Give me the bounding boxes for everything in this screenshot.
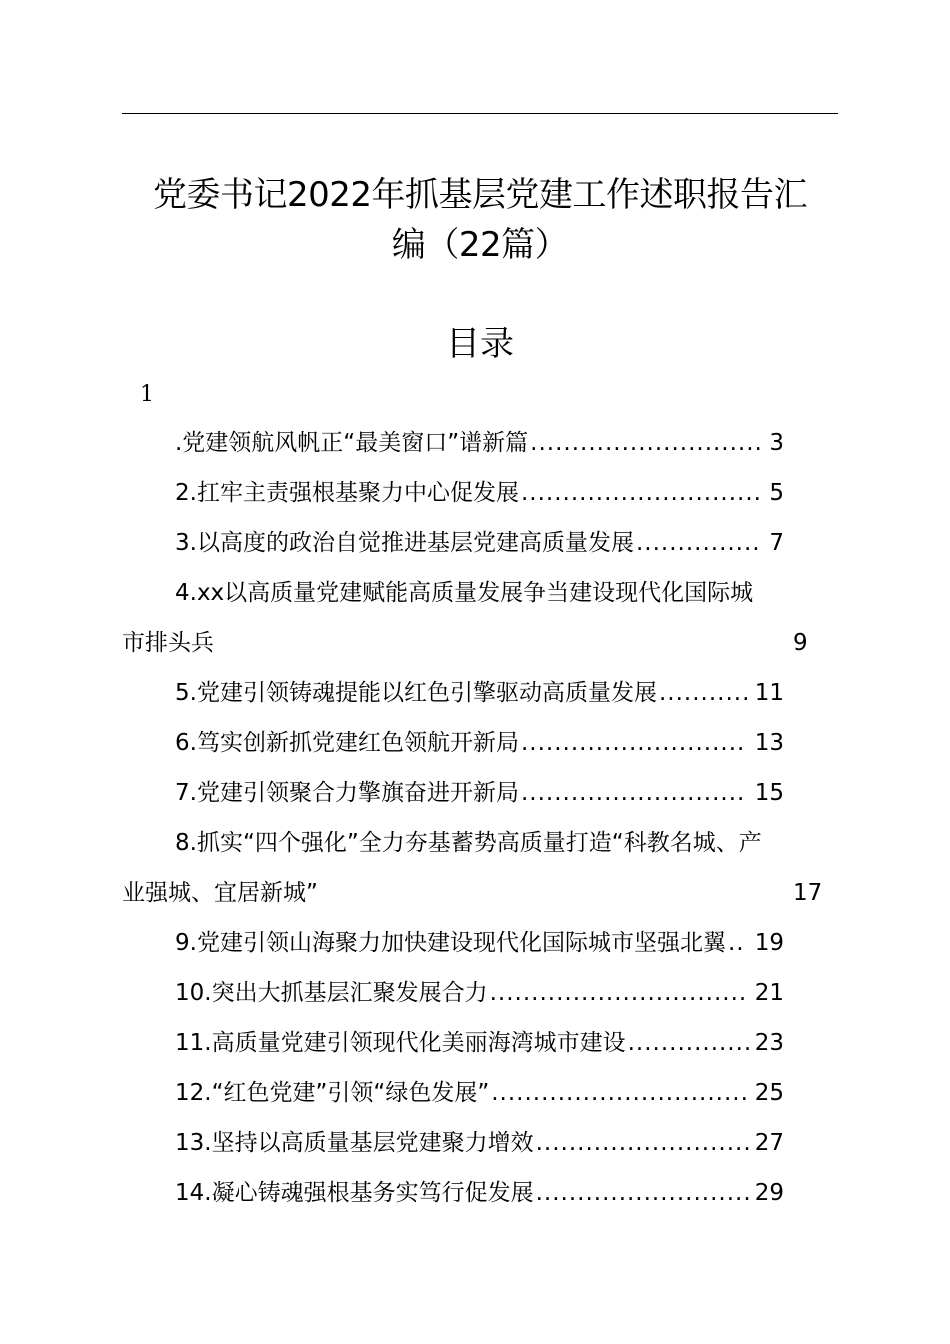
toc-entry-title: 12.“红色党建”引领“绿色发展” xyxy=(175,1080,490,1106)
toc-dot-leader: ............................. xyxy=(520,480,762,506)
toc-dot-leader: ............................... xyxy=(489,980,748,1006)
toc-entry-title: 8.抓实“四个强化”全力夯基蓄势高质量打造“科教名城、产 xyxy=(175,830,762,856)
toc-entry[interactable] xyxy=(122,1118,838,1168)
toc-entry[interactable] xyxy=(122,918,838,968)
document-title-line-2: 编（22篇） xyxy=(391,225,569,265)
toc-entry-page-number: 11 xyxy=(754,680,784,706)
toc-entry[interactable] xyxy=(122,968,838,1018)
toc-entry-page-number: 13 xyxy=(754,730,784,756)
toc-entry[interactable] xyxy=(122,768,838,818)
toc-entry-page-number: 25 xyxy=(754,1080,784,1106)
toc-dot-leader: ........... xyxy=(658,680,751,706)
toc-entry-page-number: 9 xyxy=(793,630,808,656)
toc-entry-title: 5.党建引领铸魂提能以红色引擎驱动高质量发展 xyxy=(175,680,657,706)
toc-entry-page-number: 19 xyxy=(754,930,784,956)
toc-entry-page-number: 3 xyxy=(769,430,784,456)
toc-entry-title: 10.突出大抓基层汇聚发展合力 xyxy=(175,980,488,1006)
table-of-contents xyxy=(122,418,838,1218)
toc-entry-page-number: 15 xyxy=(754,780,784,806)
toc-entry-title: 3.以高度的政治自觉推进基层党建高质量发展 xyxy=(175,530,634,556)
toc-entry-title: 6.笃实创新抓党建红色领航开新局 xyxy=(175,730,519,756)
toc-entry[interactable] xyxy=(122,1068,838,1118)
toc-entry[interactable] xyxy=(122,568,838,668)
toc-entry[interactable] xyxy=(122,1168,838,1218)
toc-dot-leader: ............... xyxy=(635,530,761,556)
toc-entry-page-number: 29 xyxy=(754,1180,784,1206)
toc-entry[interactable] xyxy=(122,668,838,718)
toc-entry-title: 11.高质量党建引领现代化美丽海湾城市建设 xyxy=(175,1030,626,1056)
toc-dot-leader: .......................... xyxy=(535,1180,752,1206)
toc-entry-page-number: 23 xyxy=(754,1030,784,1056)
toc-dot-leader: ............... xyxy=(627,1030,753,1056)
toc-entry-title: .党建领航风帆正“最美窗口”谱新篇 xyxy=(175,430,529,456)
document-title-line-1: 党委书记2022年抓基层党建工作述职报告汇 xyxy=(152,175,808,215)
toc-entry[interactable] xyxy=(122,518,838,568)
toc-dot-leader: ........................... xyxy=(520,730,746,756)
toc-entry[interactable] xyxy=(122,818,838,918)
toc-dot-leader: .......................... xyxy=(535,1130,752,1156)
top-horizontal-rule xyxy=(122,113,838,114)
toc-entry[interactable] xyxy=(122,718,838,768)
toc-entry-title: 14.凝心铸魂强根基务实笃行促发展 xyxy=(175,1180,534,1206)
toc-entry-page-number: 7 xyxy=(769,530,784,556)
toc-entry-page-number: 27 xyxy=(754,1130,784,1156)
toc-dot-leader: ............................... xyxy=(491,1080,749,1106)
toc-entry-title-continued: 业强城、宜居新城” xyxy=(122,880,318,906)
toc-entry-title: 4.xx以高质量党建赋能高质量发展争当建设现代化国际城 xyxy=(175,580,754,606)
toc-entry[interactable] xyxy=(122,418,838,468)
toc-dot-leader: ........................... xyxy=(520,780,746,806)
page-marker: 1 xyxy=(140,382,154,407)
toc-entry[interactable] xyxy=(122,1018,838,1068)
document-title xyxy=(110,170,850,270)
toc-entry-page-number: 5 xyxy=(769,480,784,506)
toc-entry[interactable] xyxy=(122,468,838,518)
toc-dot-leader: .. xyxy=(727,930,745,956)
toc-entry-page-number: 17 xyxy=(793,880,823,906)
toc-dot-leader: ............................ xyxy=(530,430,763,456)
toc-heading: 目录 xyxy=(446,324,514,364)
toc-entry-title: 9.党建引领山海聚力加快建设现代化国际城市坚强北翼 xyxy=(175,930,726,956)
toc-entry-title: 2.扛牢主责强根基聚力中心促发展 xyxy=(175,480,519,506)
toc-entry-title-continued: 市排头兵 xyxy=(122,630,214,656)
toc-entry-page-number: 21 xyxy=(754,980,784,1006)
toc-entry-title: 13.坚持以高质量基层党建聚力增效 xyxy=(175,1130,534,1156)
toc-entry-title: 7.党建引领聚合力擎旗奋进开新局 xyxy=(175,780,519,806)
